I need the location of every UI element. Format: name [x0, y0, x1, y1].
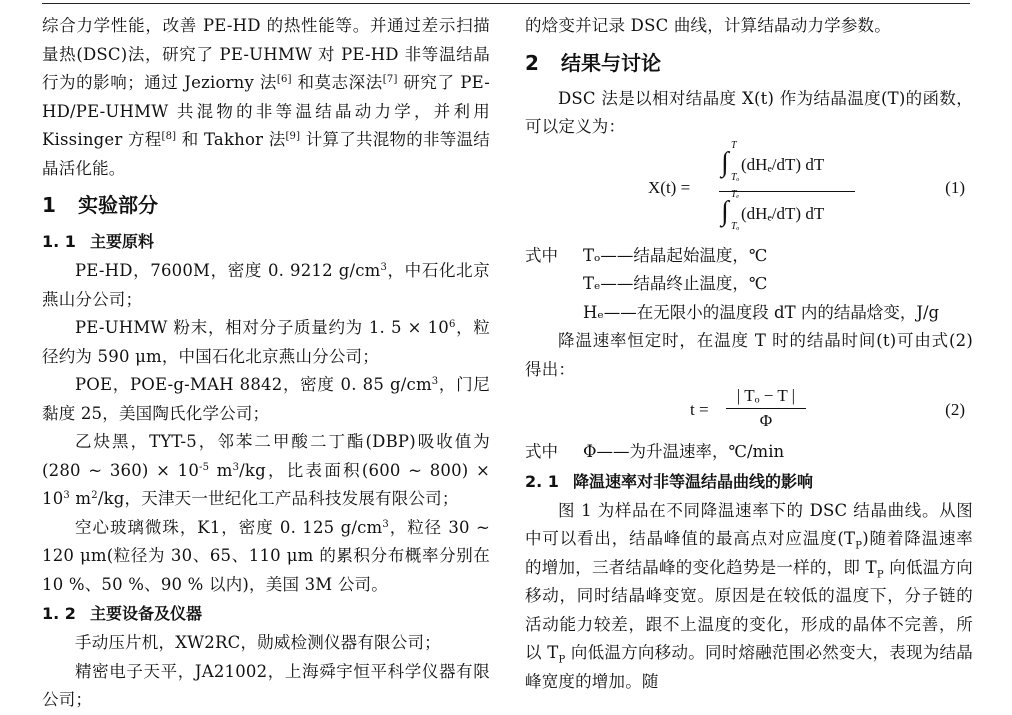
equation-2-fraction: | Tₒ − T | Φ	[726, 386, 806, 431]
integral-sign: ∫	[721, 195, 729, 227]
subsection-heading-1-1: 1. 1 主要原料	[42, 232, 155, 251]
equation-2	[525, 384, 973, 438]
material-pe-uhmw: PE-UHMW 粉末，相对分子质量约为 1. $5 \times 10^6$，粒径约为 590 μm，中国石化北京燕山分公司；	[42, 318, 490, 366]
integral-sign: ∫	[721, 146, 729, 178]
fraction-bar	[719, 191, 855, 192]
equation-number-2: (2)	[945, 400, 965, 419]
equation-1-fraction: ∫ T Tₒ (dHₑ/dT) dT ∫ Tₑ Tₒ (dHₑ/dT) dT	[719, 146, 855, 237]
cooling-rate-paragraph: 降温速率恒定时，在温度 T 时的结晶时间(t)可由式(2)得出：	[525, 331, 973, 379]
definitions-eq1: 式中 Tₒ——结晶起始温度，℃ Tₑ——结晶终止温度，℃ Hₑ——在无限小的温度段 dT 内的结晶焓变，J/g	[525, 245, 940, 322]
material-pe-hd: PE-HD，7600M，密度 0. 9212 $g/cm^3$，中石化北京燕山分公司；	[42, 261, 490, 309]
citation-8[interactable]: [8]	[161, 131, 177, 142]
subsection-heading-1-2: 1. 2 主要设备及仪器	[42, 604, 203, 623]
material-acetylene-black: 乙炔黑，TYT-5，邻苯二甲酸二丁酯(DBP)吸收值为(280 ~ $360) \times 10^{-5}$ $m^3/kg$，比表面积(600 ~ $800) \times 10^3$ $m^2/kg$，天津天一世纪化工产品科技发展有限公司；	[42, 432, 491, 508]
top-rule	[42, 3, 970, 4]
fraction-bar	[726, 408, 806, 409]
subsection-heading-2-1: 2. 1 降温速率对非等温结晶曲线的影响	[525, 471, 814, 491]
equipment-press: 手动压片机，XW2RC，勋威检测仪器有限公司；	[75, 633, 441, 652]
equation-1-lhs: X(t) =	[648, 177, 691, 197]
figure-1-discussion: 图 1 为样品在不同降温速率下的 DSC 结晶曲线。从图中可以看出，结晶峰值的最高点对应温度$(T_P)$随着降温速率的增加，三者结晶峰的变化趋势是一样的，即 $T_P$ 向低温方向移动，同时结晶峰变宽。原因是在较低的温度下，分子链的活动能力较差，跟不上温度的变化，形成的晶体不完善，所以 $T_P$ 向低温方向移动。同时熔融范围必然变大，表现为结晶峰宽度的增加。随	[525, 500, 973, 691]
section-heading-2: 2 结果与讨论	[525, 50, 661, 75]
intro-paragraph: 综合力学性能，改善 PE-HD 的热性能等。并通过差示扫描量热(DSC)法，研究了 PE-UHMW 对 PE-HD 非等温结晶行为的影响；通过 Jeziorny 法[6] 和莫志深法[7] 研究了 PE-HD/PE-UHMW 共混物的非等温结晶动力学，并利用 Kissinger 方程[8] 和 Takhor 法[9] 计算了共混物的非等温结晶活化能。	[42, 16, 490, 178]
citation-7[interactable]: [7]	[382, 74, 398, 85]
right-column	[525, 12, 973, 696]
left-column	[42, 12, 490, 715]
citation-9[interactable]: [9]	[285, 131, 301, 142]
dsc-definition-paragraph: DSC 法是以相对结晶度 X(t) 作为结晶温度(T)的函数，可以定义为：	[525, 88, 973, 136]
equation-1	[525, 139, 973, 242]
equipment-balance: 精密电子天平，JA21002，上海舜宇恒平科学仪器有限公司；	[42, 661, 490, 709]
definitions-eq2: 式中 Φ——为升温速率，℃/min	[525, 442, 785, 461]
material-glass-microspheres: 空心玻璃微珠，K1，密度 0. 125 $g/cm^3$，粒径 30 ~ 120 μm(粒径为 30、65、110 μm 的累积分布概率分别在 10 %、50 %、90 % 以内)，美国 3M 公司。	[42, 517, 490, 594]
equation-number-1: (1)	[945, 177, 965, 197]
material-poe: POE，POE-g-MAH 8842，密度 0. 85 $g/cm^3$，门尼黏度 25，美国陶氏化学公司；	[42, 375, 490, 423]
section-heading-1: 1 实验部分	[42, 193, 158, 217]
citation-6[interactable]: [6]	[276, 74, 292, 85]
equation-2-lhs: t =	[690, 400, 709, 419]
continued-paragraph: 的焓变并记录 DSC 曲线，计算结晶动力学参数。	[525, 16, 891, 35]
